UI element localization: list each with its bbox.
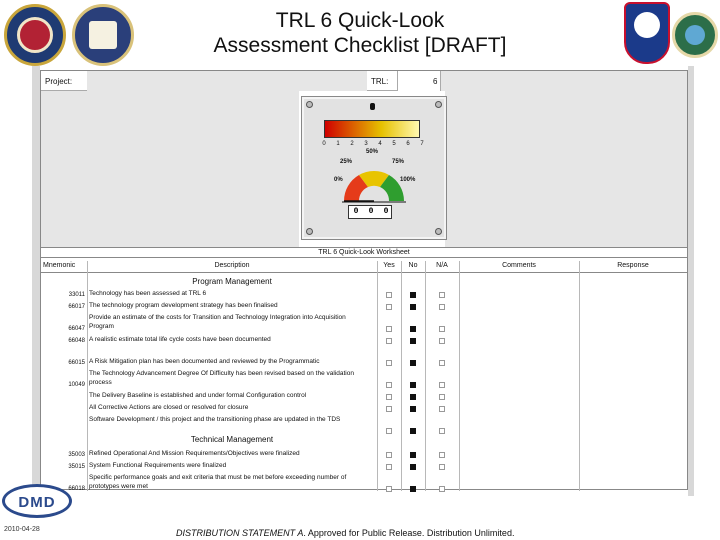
checklist-sheet	[40, 70, 688, 490]
table-row	[41, 472, 687, 494]
footer-date: 2010-04-28	[4, 526, 40, 533]
header-divider	[41, 272, 687, 273]
scale-tick-label: 2	[350, 141, 354, 147]
gauge-label-75: 75%	[392, 159, 405, 165]
row-description: A Risk Mitigation plan has been documented and reviewed by the Programmatic	[89, 358, 320, 365]
panel-fill-right	[445, 91, 687, 247]
scale-tick-label: 1	[336, 141, 340, 147]
row-description: Technology has been assessed at TRL 6	[89, 290, 207, 297]
eagle-shield-icon	[624, 2, 670, 64]
table-row	[41, 368, 687, 390]
row-description: The Technology Advancement Degree Of Difficulty has been revised based on the validation process	[89, 370, 354, 386]
checkbox-no[interactable]	[410, 304, 416, 310]
counter-yes: 0	[353, 207, 359, 216]
checkbox-na[interactable]	[439, 464, 445, 470]
checkbox-no[interactable]	[410, 464, 416, 470]
checkbox-no[interactable]	[410, 338, 416, 344]
title-line-1: TRL 6 Quick-Look	[275, 9, 445, 32]
row-description: System Functional Requirements were finalized	[89, 462, 227, 469]
title-line-2: Assessment Checklist [DRAFT]	[213, 34, 507, 57]
col-response: Response	[617, 262, 649, 269]
project-label: Project:	[45, 77, 73, 86]
scale-tick-label: 7	[420, 141, 424, 147]
col-na: N/A	[436, 262, 448, 269]
gauge-label-100: 100%	[400, 177, 416, 183]
checkbox-yes[interactable]	[386, 338, 392, 344]
trl-scale-bar	[324, 120, 420, 138]
table-row	[41, 334, 687, 346]
checkbox-yes[interactable]	[386, 292, 392, 298]
row-description: Refined Operational And Mission Requirements/Objectives were finalized	[89, 450, 300, 457]
checkbox-na[interactable]	[439, 486, 445, 492]
table-row	[41, 414, 687, 436]
checkbox-na[interactable]	[439, 338, 445, 344]
row-mnemonic: 35015	[68, 464, 85, 470]
table-row	[41, 312, 687, 334]
row-description: Specific performance goals and exit criteria that must be met before exceeding number of prototypes were met	[89, 474, 347, 490]
section-technical-management: Technical Management	[190, 435, 274, 444]
agency-seal-left-icon	[4, 4, 66, 66]
scale-tick-label: 4	[378, 141, 382, 147]
table-row	[41, 402, 687, 414]
sheet-margin-left	[32, 66, 40, 496]
row-description: Provide an estimate of the costs for Transition and Technology Integration into Acquisition Program	[89, 314, 346, 330]
row-mnemonic: 35003	[68, 452, 85, 458]
checkbox-yes[interactable]	[386, 326, 392, 332]
screw-icon	[435, 228, 442, 235]
checkbox-yes[interactable]	[386, 464, 392, 470]
checkbox-na[interactable]	[439, 428, 445, 434]
col-comments: Comments	[502, 262, 536, 269]
checkbox-na[interactable]	[439, 406, 445, 412]
checkbox-no[interactable]	[410, 486, 416, 492]
header-fill	[441, 71, 687, 91]
checkbox-na[interactable]	[439, 360, 445, 366]
col-no: No	[408, 262, 418, 269]
counter-display	[348, 205, 392, 219]
row-description: Software Development / this project and the transitioning phase are updated in the TDS	[89, 416, 341, 423]
checkbox-na[interactable]	[439, 394, 445, 400]
project-input[interactable]	[87, 71, 367, 91]
counter-na: 0	[383, 207, 389, 216]
gauge-label-0: 0%	[334, 177, 343, 183]
trl-pointer-icon	[370, 103, 375, 110]
checkbox-yes[interactable]	[386, 486, 392, 492]
checkbox-no[interactable]	[410, 326, 416, 332]
row-description: All Corrective Actions are closed or resolved for closure	[89, 404, 249, 411]
checkbox-no[interactable]	[410, 394, 416, 400]
table-row	[41, 460, 687, 472]
table-row	[41, 390, 687, 402]
checkbox-na[interactable]	[439, 292, 445, 298]
checkbox-no[interactable]	[410, 360, 416, 366]
col-yes: Yes	[383, 262, 395, 269]
scale-tick-label: 5	[392, 141, 396, 147]
checkbox-yes[interactable]	[386, 304, 392, 310]
screw-icon	[306, 228, 313, 235]
academy-seal-icon	[72, 4, 134, 66]
trl-label: TRL:	[371, 77, 389, 86]
checkbox-no[interactable]	[410, 406, 416, 412]
statement-label: DISTRIBUTION STATEMENT A	[176, 528, 304, 538]
scale-tick-label: 3	[364, 141, 368, 147]
checkbox-yes[interactable]	[386, 382, 392, 388]
gauge-label-50: 50%	[366, 149, 379, 155]
checkbox-na[interactable]	[439, 452, 445, 458]
table-row	[41, 288, 687, 300]
checkbox-no[interactable]	[410, 452, 416, 458]
command-seal-right-icon	[672, 12, 718, 58]
checkbox-no[interactable]	[410, 382, 416, 388]
row-mnemonic: 10049	[68, 382, 85, 388]
row-description: The Delivery Baseline is established and under formal Configuration control	[89, 392, 307, 399]
logo-text: DMD	[18, 494, 56, 511]
scale-tick-label: 6	[406, 141, 410, 147]
col-description: Description	[214, 262, 250, 269]
counter-no: 0	[368, 207, 374, 216]
gauge-label-25: 25%	[340, 159, 353, 165]
distribution-statement	[176, 528, 514, 538]
checkbox-no[interactable]	[410, 292, 416, 298]
panel-fill-left	[41, 91, 299, 247]
table-row	[41, 356, 687, 368]
table-row	[41, 300, 687, 312]
completion-gauge	[324, 149, 424, 209]
scale-tick-label: 0	[322, 141, 326, 147]
row-mnemonic: 66048	[68, 338, 85, 344]
worksheet-title: TRL 6 Quick-Look Worksheet	[41, 247, 687, 258]
row-mnemonic: 66047	[68, 326, 85, 332]
row-mnemonic: 66017	[68, 304, 85, 310]
row-mnemonic: 33011	[68, 292, 85, 298]
row-mnemonic: 66018	[68, 486, 85, 492]
dmd-logo	[2, 484, 72, 518]
statement-text: . Approved for Public Release. Distribution Unlimited.	[303, 528, 515, 538]
checkbox-na[interactable]	[439, 304, 445, 310]
col-mnemonic: Mnemonic	[43, 262, 76, 269]
screw-icon	[435, 101, 442, 108]
section-program-management: Program Management	[192, 277, 272, 286]
checkbox-yes[interactable]	[386, 452, 392, 458]
checkbox-na[interactable]	[439, 326, 445, 332]
page-title	[150, 8, 570, 58]
checkbox-na[interactable]	[439, 382, 445, 388]
table-row	[41, 448, 687, 460]
trl-value: 6	[433, 77, 438, 86]
row-description: A realistic estimate total life cycle costs have been documented	[89, 336, 271, 343]
project-row	[41, 71, 687, 91]
sheet-margin-right	[688, 66, 694, 496]
row-description: The technology program development strategy has been finalised	[89, 302, 278, 309]
checkbox-yes[interactable]	[386, 428, 392, 434]
checkbox-yes[interactable]	[386, 360, 392, 366]
checkbox-no[interactable]	[410, 428, 416, 434]
screw-icon	[306, 101, 313, 108]
row-mnemonic: 66015	[68, 360, 85, 366]
trl-input[interactable]	[397, 71, 441, 91]
checkbox-yes[interactable]	[386, 406, 392, 412]
trl-gauge-panel	[301, 96, 447, 240]
checkbox-yes[interactable]	[386, 394, 392, 400]
